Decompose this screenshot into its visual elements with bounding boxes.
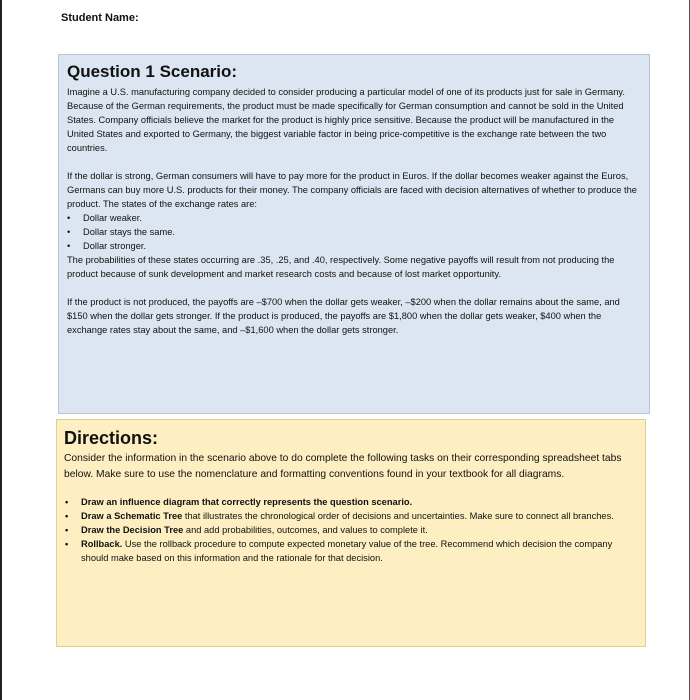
task-bold: Draw a Schematic Tree	[81, 511, 183, 521]
task-text: and add probabilities, outcomes, and values to complete it.	[183, 525, 428, 535]
scenario-paragraph-2: If the dollar is strong, German consumers will have to pay more for the product in Euros. If the dollar becomes weaker against the Euros, Germans can buy more U.S. products for their money. The company officials are faced with decision alternatives of whether to produce the product. The states of the exchange rates are:	[67, 171, 637, 209]
directions-title: Directions:	[64, 428, 159, 448]
student-name-label: Student Name:	[61, 12, 139, 24]
scenario-paragraph-4: If the product is not produced, the payoffs are –$700 when the dollar gets weaker, –$200 when the dollar remains about the same, and $150 when the dollar gets stronger. If the product is produced, the payoffs are $1,800 when the dollar gets weaker, $400 when the exchange rates stay about the same, and –$1,600 when the dollar gets stronger.	[67, 297, 620, 335]
task-list	[64, 495, 638, 565]
task-item-influence-diagram	[64, 495, 638, 509]
directions-intro: Consider the information in the scenario above to do complete the following tasks on their corresponding spreadsheet tabs below. Make sure to use the nomenclature and formatting conventions found in your textbook for all diagrams.	[64, 453, 622, 480]
exchange-states-list	[67, 211, 641, 253]
scenario-paragraph-3: The probabilities of these states occurring are .35, .25, and .40, respectively. Some negative payoffs will result from not producing the product because of sunk development and market research costs and because of lost market opportunity.	[67, 255, 615, 279]
task-item-decision-tree	[64, 523, 638, 537]
scenario-box	[58, 54, 650, 414]
list-item: • Dollar weaker.	[67, 211, 641, 225]
page-left-edge	[0, 0, 2, 700]
scenario-paragraph-1: Imagine a U.S. manufacturing company decided to consider producing a particular model of one of its products just for sale in Germany. Because of the German requirements, the product must be made specifically for German consumption and cannot be sold in the United States. Company officials believe the market for the product is highly price sensitive. Because the product will be manufactured in the United States and exported to Germany, the biggest variable factor in being price-competitive is the exchange rate between the two countries.	[67, 87, 625, 153]
task-text: that illustrates the chronological order of decisions and uncertainties. Make sure to connect all branches.	[182, 511, 614, 521]
list-item: • Dollar stronger.	[67, 239, 641, 253]
scenario-title: Question 1 Scenario:	[67, 62, 238, 81]
task-bold: Draw an influence diagram that correctly represents the question scenario.	[81, 497, 413, 507]
list-item: • Dollar stays the same.	[67, 225, 641, 239]
task-item-rollback	[64, 537, 638, 565]
task-item-schematic-tree	[64, 509, 638, 523]
task-bold: Draw the Decision Tree	[81, 525, 184, 535]
directions-box	[56, 419, 646, 647]
task-text: Use the rollback procedure to compute expected monetary value of the tree. Recommend which decision the company should make based on this information and the rationale for that decision.	[81, 539, 613, 563]
task-bold: Rollback.	[81, 539, 123, 549]
